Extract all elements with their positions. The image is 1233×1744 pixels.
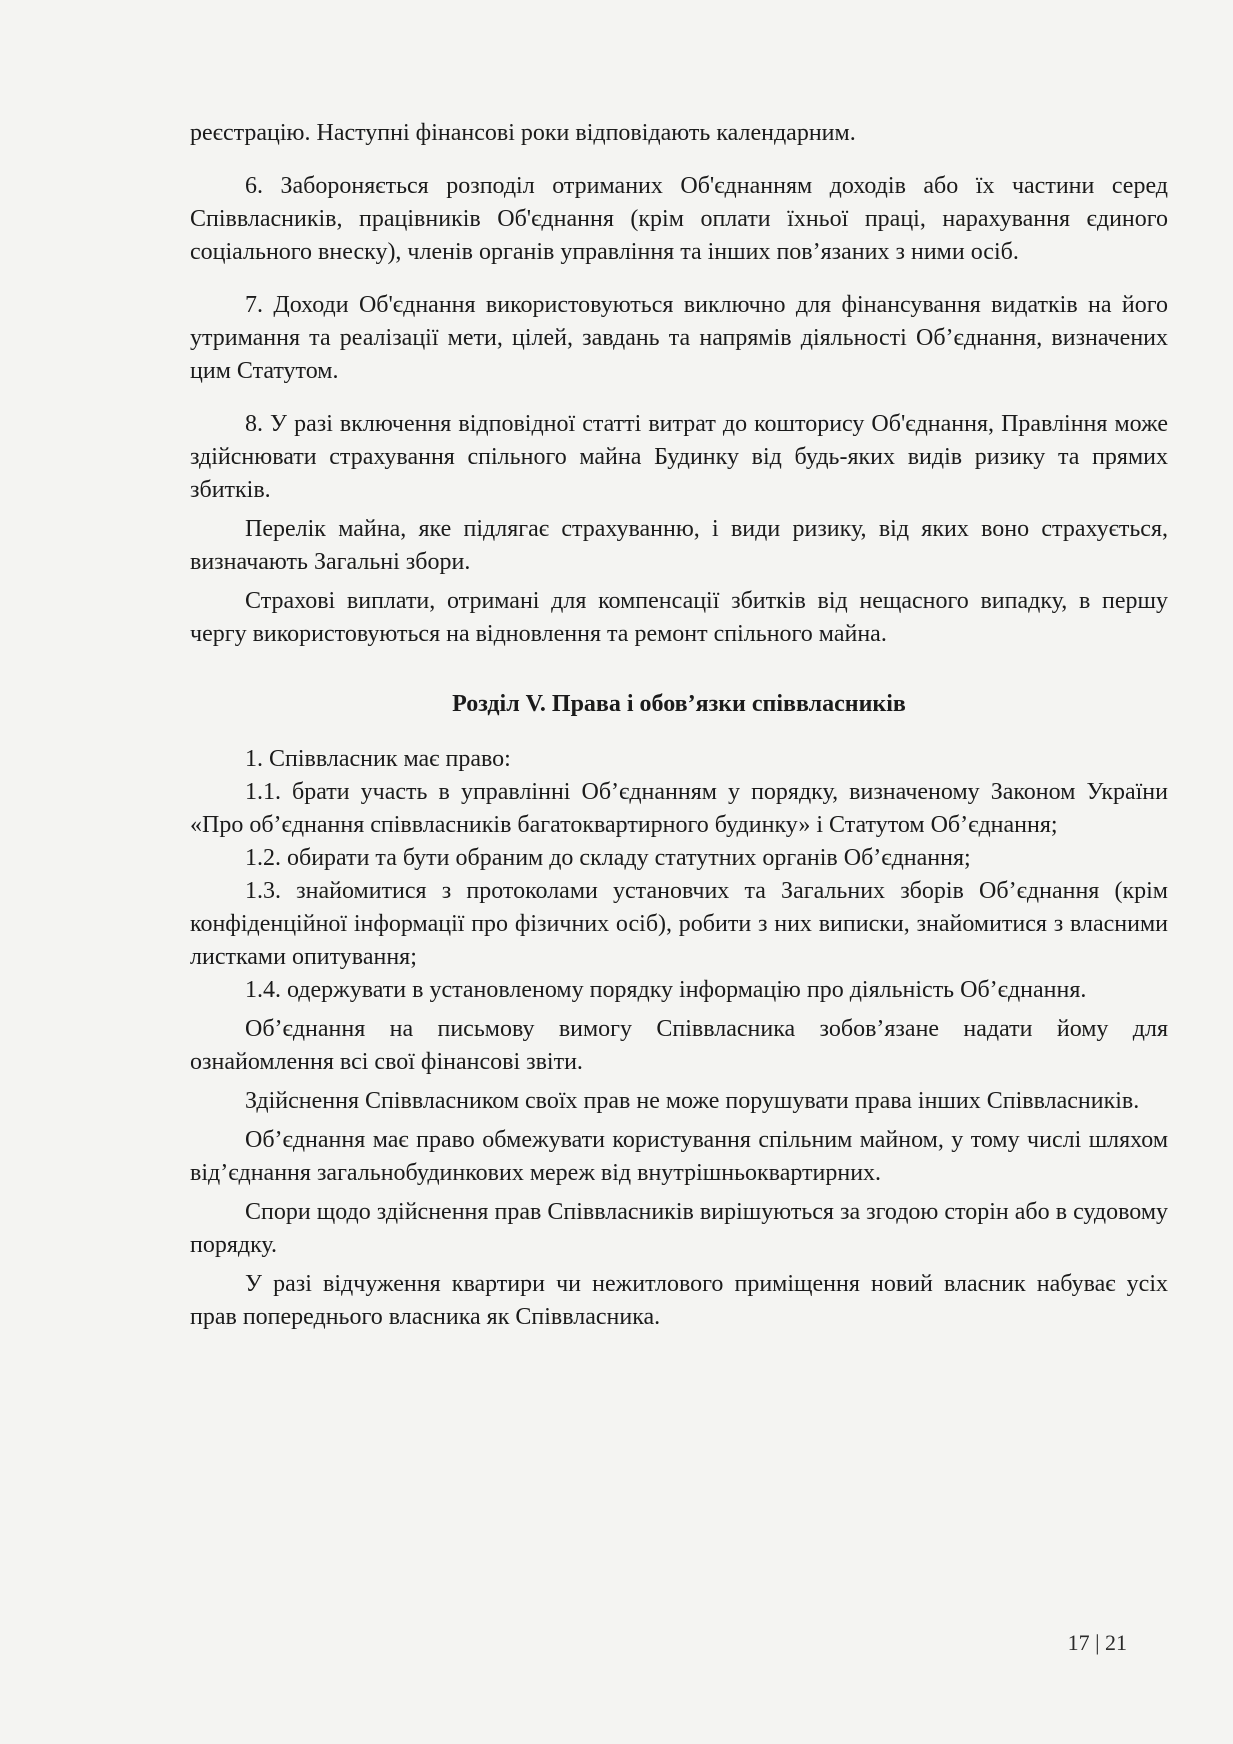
page-number: 17 | 21 [1067,1630,1127,1655]
paragraph-right-1-1: 1.1. брати участь в управлінні Об’єднанням у порядку, визначеному Законом України «Про об’єднання співвласників багатоквартирного будинку» і Статутом Об’єднання; [190,779,1168,838]
paragraph-property-restriction: Об’єднання має право обмежувати користування спільним майном, у тому числі шляхом від’єднання загальнобудинкових мереж від внутрішньоквартирних. [190,1127,1168,1186]
paragraph-insurance-payments: Страхові виплати, отримані для компенсації збитків від нещасного випадку, в першу чергу використовуються на відновлення та ремонт спільного майна. [190,588,1168,647]
paragraph-item-6: 6. Забороняється розподіл отриманих Об'єднанням доходів або їх частини серед Співвласників, працівників Об'єднання (крім оплати їхньої праці, нарахування єдиного соціального внеску), членів органів управління та інших пов’язаних з ними осіб. [190,173,1168,265]
paragraph-right-1-2: 1.2. обирати та бути обраним до складу статутних органів Об’єднання; [245,845,971,871]
section-heading: Розділ V. Права і обов’язки співвласників [452,691,906,717]
paragraph-co-owner-rights: 1. Співвласник має право: [245,746,511,772]
document-body [190,117,1168,1334]
paragraph-right-1-4: 1.4. одержувати в установленому порядку інформацію про діяльність Об’єднання. [245,977,1087,1003]
paragraph-right-1-3: 1.3. знайомитися з протоколами установчих та Загальних зборів Об’єднання (крім конфіденційної інформації про фізичних осіб), робити з них виписки, знайомитися з власними листками опитування; [190,878,1168,970]
paragraph-rights-limits: Здійснення Співвласником своїх прав не може порушувати права інших Співвласників. [245,1088,1140,1114]
paragraph-insurance-list: Перелік майна, яке підлягає страхуванню, і види ризику, від яких воно страхується, визначають Загальні збори. [190,516,1168,575]
paragraph-property-transfer: У разі відчуження квартири чи нежитлового приміщення новий власник набуває усіх прав попереднього власника як Співвласника. [190,1271,1168,1330]
paragraph-item-7: 7. Доходи Об'єднання використовуються виключно для фінансування видатків на його утримання та реалізації мети, цілей, завдань та напрямів діяльності Об’єднання, визначених цим Статутом. [190,292,1168,384]
paragraph-fiscal-years: реєстрацію. Наступні фінансові роки відповідають календарним. [190,120,856,146]
paragraph-disputes: Спори щодо здійснення прав Співвласників вирішуються за згодою сторін або в судовому порядку. [190,1199,1168,1258]
paragraph-item-8: 8. У разі включення відповідної статті витрат до кошторису Об'єднання, Правління може здійснювати страхування спільного майна Будинку від будь-яких видів ризику та прямих збитків. [190,411,1168,503]
paragraph-financial-reports: Об’єднання на письмову вимогу Співвласника зобов’язане надати йому для ознайомлення всі свої фінансові звіти. [190,1016,1168,1075]
